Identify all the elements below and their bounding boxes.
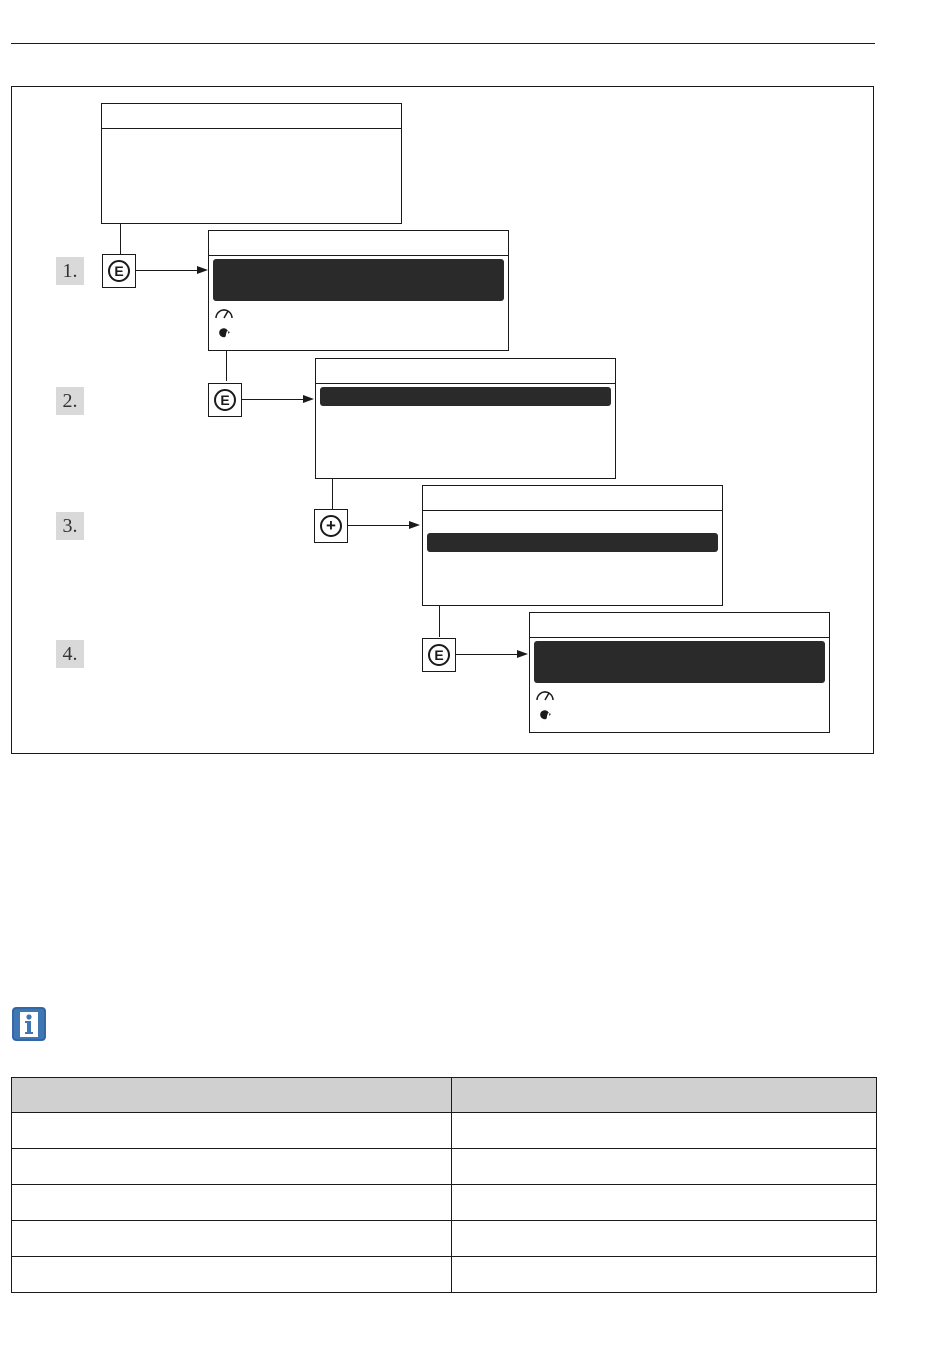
display-title-bar [423,486,722,511]
arrow-line [348,525,410,526]
table-row [12,1221,877,1257]
table-cell [452,1257,877,1293]
display-main-menu [208,230,509,351]
arrow-head [517,650,528,658]
parameter-table [11,1077,877,1293]
arrow-head [409,521,420,529]
table-row [12,1149,877,1185]
arrow-head [197,266,208,274]
table-cell [12,1113,452,1149]
connector-line [226,351,227,381]
step-1-badge: 1. [56,257,84,285]
table-row [12,1185,877,1221]
display-main-menu-return [529,612,830,733]
arrow-line [456,654,518,655]
display-submenu-next [422,485,723,606]
enter-key-icon: E [428,644,450,666]
display-title-bar [102,104,401,129]
table-row [12,1257,877,1293]
enter-key-icon: E [108,260,130,282]
table-cell [12,1221,452,1257]
display-title-bar [316,359,615,384]
display-title-bar [530,613,829,638]
arrow-line [136,270,198,271]
connector-line [120,224,121,254]
table-cell [452,1185,877,1221]
table-header-cell [452,1078,877,1113]
connector-line [439,606,440,637]
info-icon [12,1007,46,1041]
table-row [12,1113,877,1149]
step-4-badge: 4. [56,640,84,668]
table-cell [12,1185,452,1221]
table-cell [452,1149,877,1185]
navigation-figure [11,86,874,754]
display-submenu [315,358,616,479]
table-header-cell [12,1078,452,1113]
table-header-row [12,1078,877,1113]
table-cell [12,1257,452,1293]
selected-menu-item [213,259,504,301]
display-initial [101,103,402,224]
plus-key-icon: + [320,515,342,537]
gauge-icon [214,305,234,321]
arrow-head [303,395,314,403]
wrench-icon [535,709,555,729]
gauge-icon [535,687,555,703]
enter-key-3[interactable] [422,638,456,672]
connector-line [332,479,333,509]
selected-menu-item [427,533,718,552]
enter-key-2[interactable] [208,383,242,417]
display-title-bar [209,231,508,256]
enter-key-icon: E [214,389,236,411]
table-cell [12,1149,452,1185]
plus-key[interactable] [314,509,348,543]
selected-menu-item [320,387,611,406]
header-rule [11,43,875,44]
step-2-badge: 2. [56,387,84,415]
selected-menu-item [534,641,825,683]
enter-key-1[interactable] [102,254,136,288]
table-cell [452,1221,877,1257]
table-cell [452,1113,877,1149]
wrench-icon [214,327,234,347]
arrow-line [242,399,304,400]
step-3-badge: 3. [56,512,84,540]
